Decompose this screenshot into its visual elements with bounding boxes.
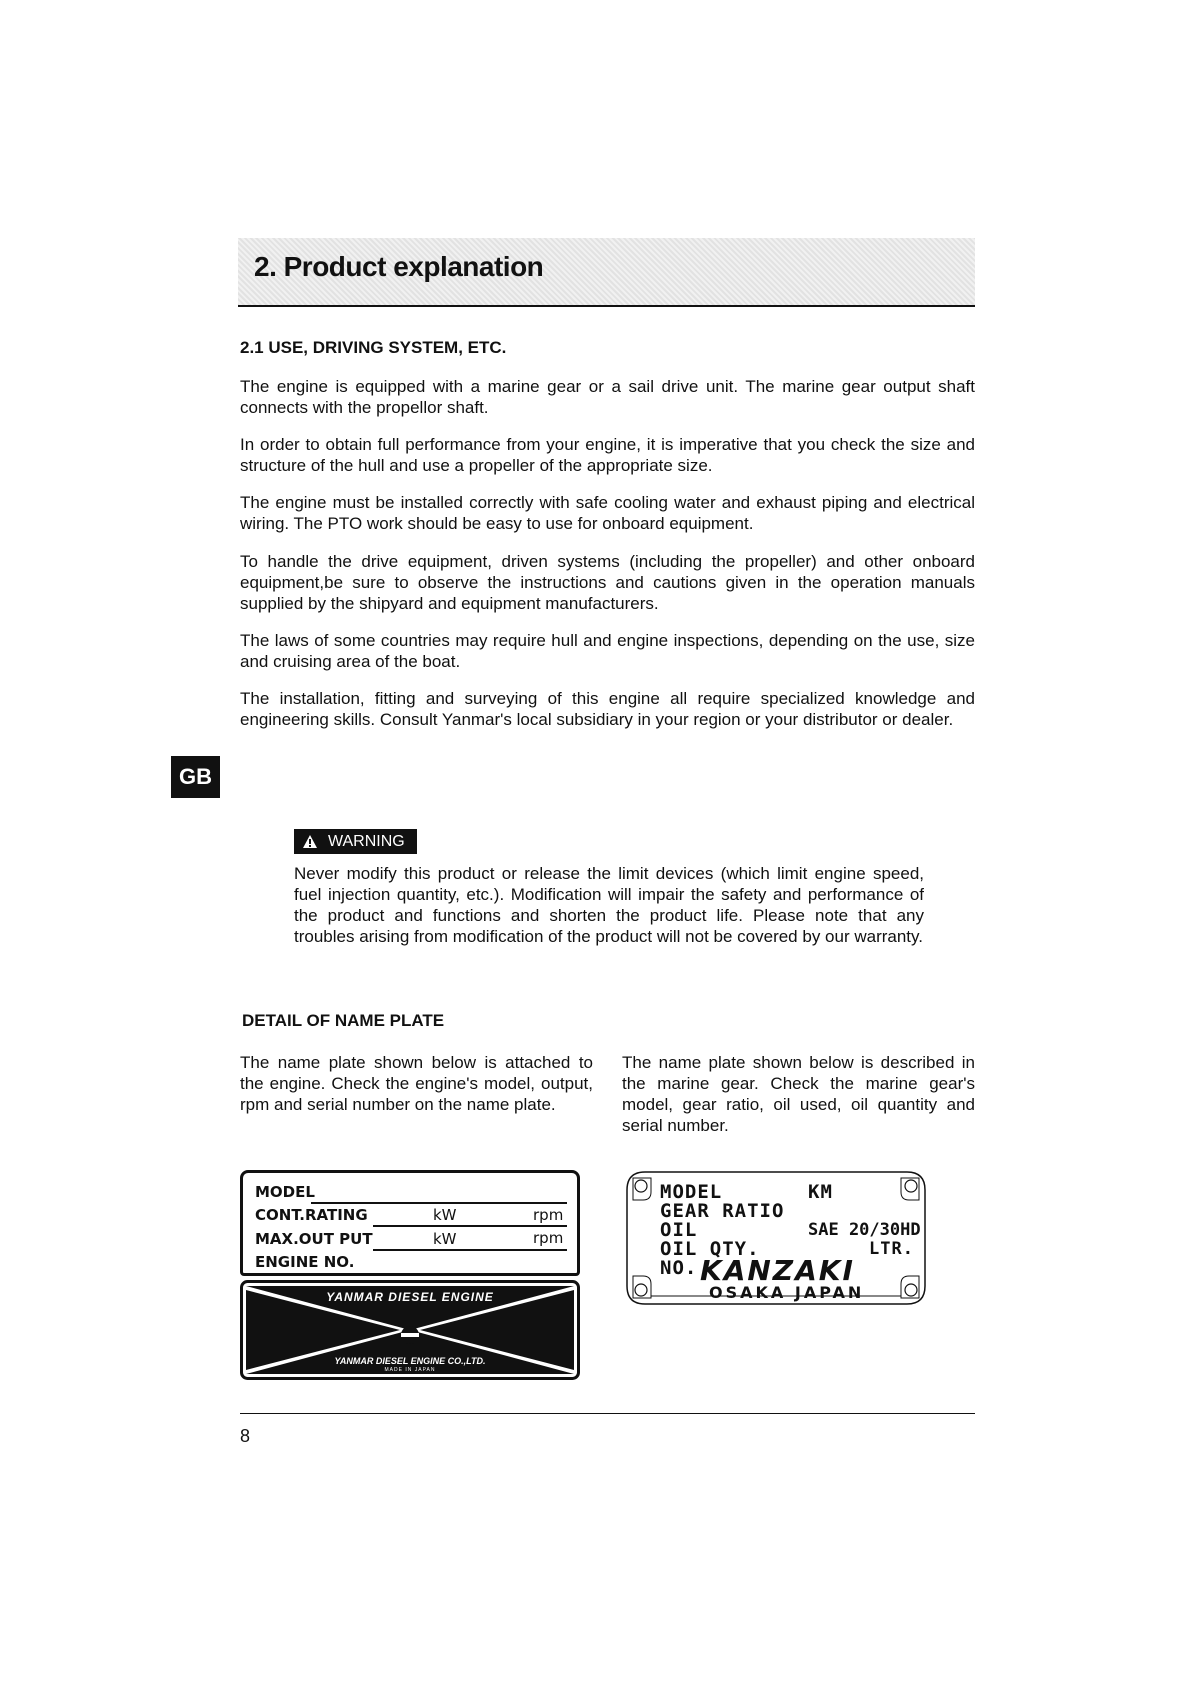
gear-oil-qty-unit: LTR. bbox=[869, 1239, 914, 1259]
plate-max-output-label: MAX.OUT PUT bbox=[255, 1230, 373, 1248]
paragraph-1: The engine is equipped with a marine gear or a sail drive unit. The marine gear output shaft connects with the propellor shaft. bbox=[240, 377, 975, 417]
plate-model-label: MODEL bbox=[255, 1183, 315, 1201]
plate-engine-no-label: ENGINE NO. bbox=[255, 1253, 355, 1271]
engine-plate-description: The name plate shown below is attached to the engine. Check the engine's model, output, rpm and serial number on the name plate. bbox=[240, 1053, 593, 1114]
paragraph-3: The engine must be installed correctly with safe cooling water and exhaust piping and electrical wiring. The PTO work should be easy to use for onboard equipment. bbox=[240, 493, 975, 533]
yanmar-brand-bottom: YANMAR DIESEL ENGINE CO.,LTD. bbox=[334, 1356, 486, 1366]
kanzaki-logo: KANZAKI bbox=[700, 1254, 855, 1287]
gear-oil-qty-label: OIL QTY. bbox=[660, 1238, 760, 1260]
footer-divider bbox=[240, 1413, 975, 1414]
plate-line bbox=[373, 1249, 567, 1251]
gear-model-label: MODEL bbox=[660, 1181, 723, 1203]
engine-name-plate bbox=[240, 1170, 580, 1276]
plate-unit-kw: kW bbox=[433, 1206, 457, 1224]
kanzaki-city: OSAKA JAPAN bbox=[709, 1283, 865, 1302]
yanmar-made-in: MADE IN JAPAN bbox=[384, 1367, 436, 1373]
section-heading: 2.1 USE, DRIVING SYSTEM, ETC. bbox=[240, 338, 507, 357]
gear-model-value: KM bbox=[808, 1181, 833, 1203]
gear-oil-label: OIL bbox=[660, 1219, 698, 1241]
gear-no-label: NO. bbox=[660, 1257, 698, 1279]
header-divider bbox=[238, 305, 975, 307]
warning-badge bbox=[294, 829, 417, 854]
plate-unit-rpm: rpm bbox=[533, 1206, 564, 1224]
yanmar-logo-plate bbox=[240, 1280, 580, 1380]
gear-plate-description: The name plate shown below is described in the marine gear. Check the marine gear's model, gear ratio, oil used, oil quantity and serial number. bbox=[622, 1053, 975, 1135]
plate-cont-rating-label: CONT.RATING bbox=[255, 1206, 368, 1224]
page-title: 2. Product explanation bbox=[254, 251, 544, 282]
warning-icon bbox=[302, 834, 318, 849]
plate-unit-rpm: rpm bbox=[533, 1229, 564, 1247]
paragraph-5: The laws of some countries may require hull and engine inspections, depending on the use, size and cruising area of the boat. bbox=[240, 631, 975, 671]
plate-line bbox=[373, 1225, 567, 1227]
page-number: 8 bbox=[240, 1426, 251, 1446]
yanmar-brand-top: YANMAR DIESEL ENGINE bbox=[326, 1290, 494, 1304]
paragraph-4: To handle the drive equipment, driven systems (including the propeller) and other onboard equipment,be sure to observe the instructions and cautions given in the operation manuals supplied by the shipyard and equipment manufacturers. bbox=[240, 552, 975, 613]
gear-ratio-label: GEAR RATIO bbox=[660, 1200, 785, 1222]
warning-label: WARNING bbox=[328, 832, 405, 850]
language-tab: GB bbox=[171, 756, 220, 798]
paragraph-2: In order to obtain full performance from your engine, it is imperative that you check the size and structure of the hull and use a propeller of the appropriate size. bbox=[240, 435, 975, 475]
gear-oil-value: SAE 20/30HD bbox=[808, 1220, 921, 1240]
name-plate-heading: DETAIL OF NAME PLATE bbox=[242, 1011, 445, 1030]
plate-line bbox=[311, 1202, 567, 1204]
plate-unit-kw: kW bbox=[433, 1230, 457, 1248]
paragraph-6: The installation, fitting and surveying of this engine all require specialized knowledge and engineering skills. Consult Yanmar's local subsidiary in your region or your distributor or dealer. bbox=[240, 689, 975, 729]
marine-gear-name-plate bbox=[625, 1170, 927, 1302]
warning-text: Never modify this product or release the limit devices (which limit engine speed, fuel injection quantity, etc.). Modification will impair the safety and performance of the product and functions and shorten the product life. Please note that any troubles arising from modification of the product will not be covered by our warranty. bbox=[294, 864, 924, 946]
